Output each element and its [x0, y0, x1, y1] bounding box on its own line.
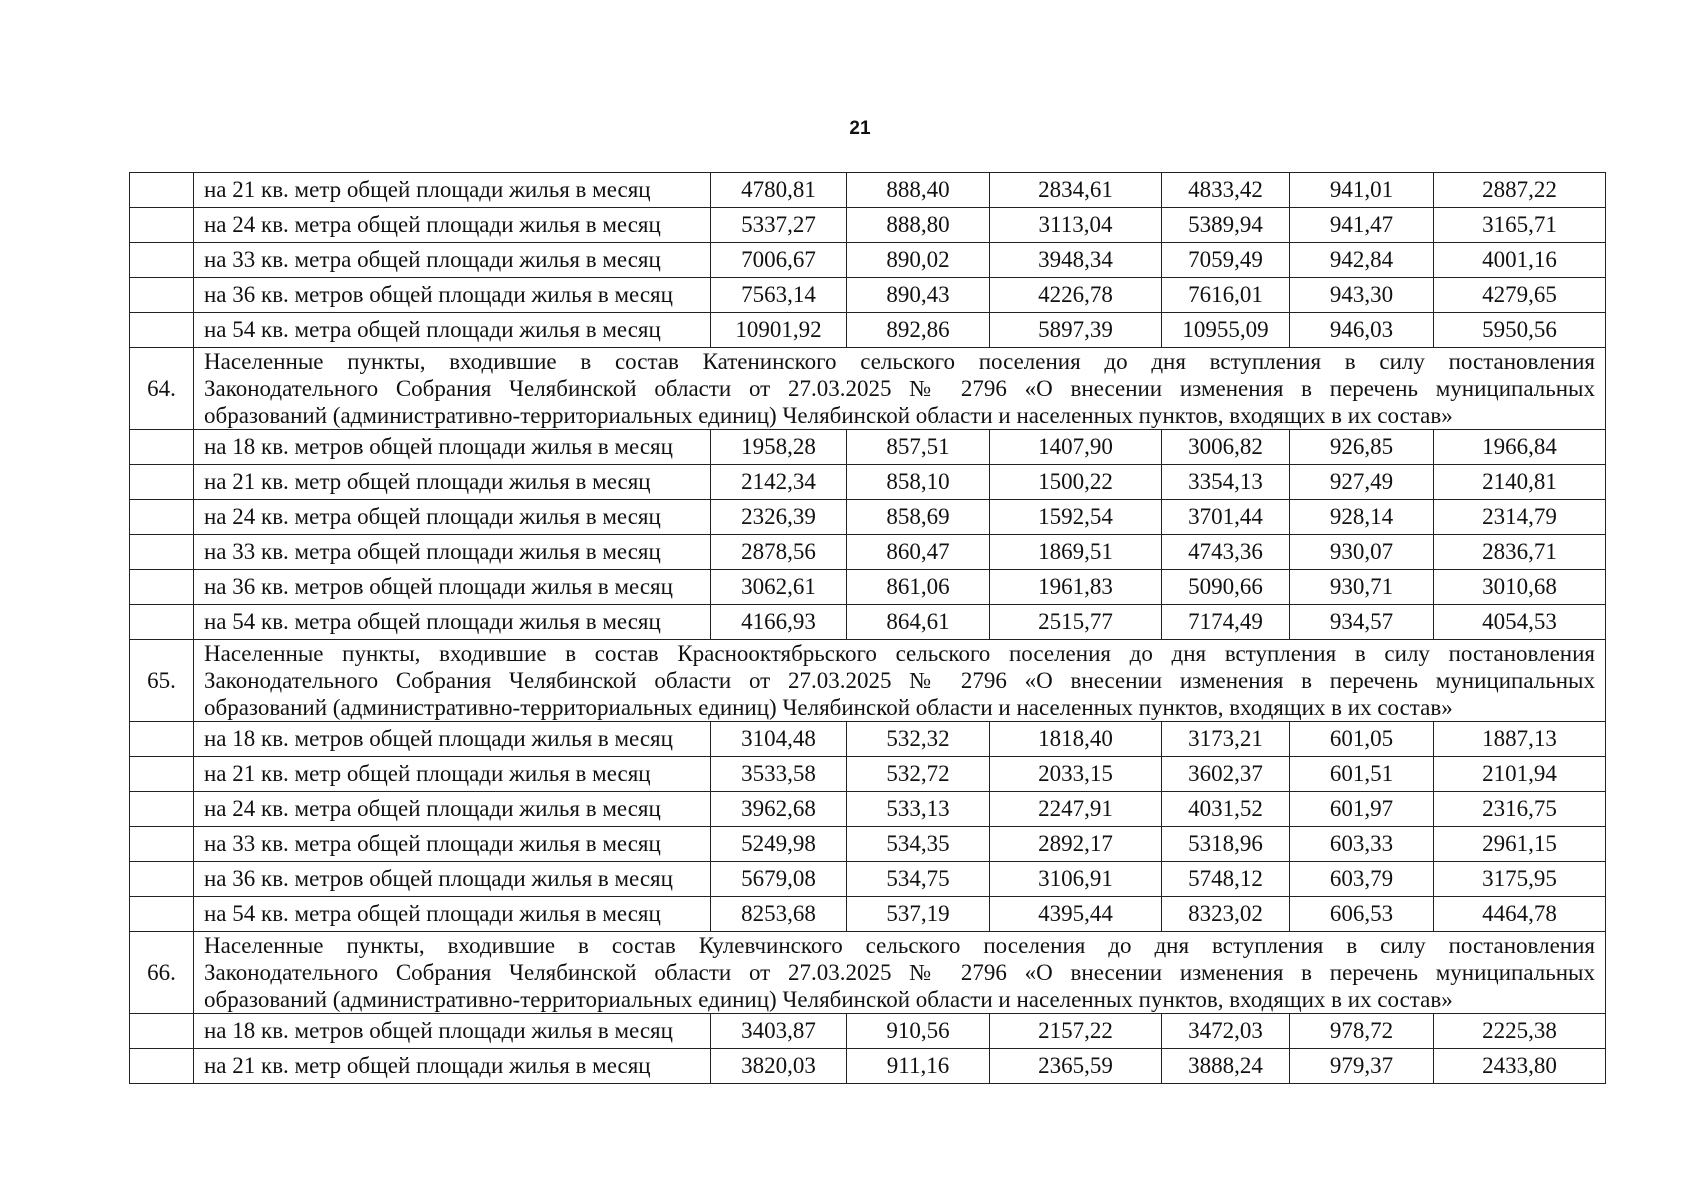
row-label: на 54 кв. метра общей площади жилья в месяц — [194, 605, 711, 640]
value-cell: 5389,94 — [1162, 208, 1290, 243]
value-cell: 2316,75 — [1434, 792, 1606, 827]
value-cell: 3113,04 — [990, 208, 1162, 243]
section-row — [130, 348, 1606, 430]
value-cell: 601,05 — [1290, 722, 1434, 757]
section-description — [194, 932, 1606, 1014]
row-label: на 21 кв. метр общей площади жилья в месяц — [194, 757, 711, 792]
table-row — [130, 862, 1606, 897]
row-index-cell — [130, 243, 194, 278]
section-description-line: образований (административно-территориальных единиц) Челябинской области и населенных пунктов, входящих в их состав» — [204, 403, 1453, 428]
table-row — [130, 570, 1606, 605]
section-description-line: Населенные пункты, входившие в состав Катенинского сельского поселения до дня вступления в силу постановления — [204, 349, 1595, 374]
table-row — [130, 757, 1606, 792]
value-cell: 3701,44 — [1162, 500, 1290, 535]
value-cell: 2515,77 — [990, 605, 1162, 640]
row-index-cell — [130, 465, 194, 500]
value-cell: 3948,34 — [990, 243, 1162, 278]
value-cell: 7616,01 — [1162, 278, 1290, 313]
value-cell: 858,69 — [847, 500, 990, 535]
row-index-cell — [130, 792, 194, 827]
value-cell: 4743,36 — [1162, 535, 1290, 570]
value-cell: 4226,78 — [990, 278, 1162, 313]
value-cell: 3173,21 — [1162, 722, 1290, 757]
value-cell: 7006,67 — [711, 243, 847, 278]
row-label: на 33 кв. метра общей площади жилья в месяц — [194, 535, 711, 570]
value-cell: 2157,22 — [990, 1014, 1162, 1049]
value-cell: 857,51 — [847, 430, 990, 465]
value-cell: 1592,54 — [990, 500, 1162, 535]
section-row — [130, 640, 1606, 722]
section-description-line: Законодательного Собрания Челябинской области от 27.03.2025 № 2796 «О внесении изменения в перечень муниципальных — [204, 668, 1595, 693]
row-label: на 21 кв. метр общей площади жилья в месяц — [194, 1049, 711, 1084]
row-label: на 24 кв. метра общей площади жилья в месяц — [194, 208, 711, 243]
table-row — [130, 897, 1606, 932]
row-label: на 33 кв. метра общей площади жилья в месяц — [194, 243, 711, 278]
value-cell: 1500,22 — [990, 465, 1162, 500]
value-cell: 941,47 — [1290, 208, 1434, 243]
value-cell: 534,75 — [847, 862, 990, 897]
value-cell: 928,14 — [1290, 500, 1434, 535]
row-label: на 18 кв. метров общей площади жилья в месяц — [194, 430, 711, 465]
value-cell: 5679,08 — [711, 862, 847, 897]
table-row — [130, 827, 1606, 862]
value-cell: 4054,53 — [1434, 605, 1606, 640]
value-cell: 1407,90 — [990, 430, 1162, 465]
row-index-cell — [130, 500, 194, 535]
value-cell: 864,61 — [847, 605, 990, 640]
table-row — [130, 278, 1606, 313]
value-cell: 537,19 — [847, 897, 990, 932]
value-cell: 3888,24 — [1162, 1049, 1290, 1084]
value-cell: 4780,81 — [711, 173, 847, 208]
value-cell: 2314,79 — [1434, 500, 1606, 535]
value-cell: 2365,59 — [990, 1049, 1162, 1084]
value-cell: 3472,03 — [1162, 1014, 1290, 1049]
value-cell: 534,35 — [847, 827, 990, 862]
value-cell: 911,16 — [847, 1049, 990, 1084]
row-index-cell — [130, 897, 194, 932]
value-cell: 3602,37 — [1162, 757, 1290, 792]
value-cell: 2033,15 — [990, 757, 1162, 792]
value-cell: 3175,95 — [1434, 862, 1606, 897]
value-cell: 603,79 — [1290, 862, 1434, 897]
value-cell: 2247,91 — [990, 792, 1162, 827]
value-cell: 2326,39 — [711, 500, 847, 535]
row-index-cell — [130, 1049, 194, 1084]
value-cell: 601,97 — [1290, 792, 1434, 827]
row-index-cell — [130, 313, 194, 348]
row-index-cell — [130, 862, 194, 897]
value-cell: 3010,68 — [1434, 570, 1606, 605]
value-cell: 2140,81 — [1434, 465, 1606, 500]
section-index: 64. — [130, 348, 194, 430]
value-cell: 3533,58 — [711, 757, 847, 792]
value-cell: 2892,17 — [990, 827, 1162, 862]
value-cell: 2887,22 — [1434, 173, 1606, 208]
value-cell: 4395,44 — [990, 897, 1162, 932]
table-body — [130, 173, 1606, 1084]
table-row — [130, 1014, 1606, 1049]
value-cell: 1818,40 — [990, 722, 1162, 757]
value-cell: 5090,66 — [1162, 570, 1290, 605]
row-index-cell — [130, 570, 194, 605]
value-cell: 2961,15 — [1434, 827, 1606, 862]
section-description-line: образований (административно-территориальных единиц) Челябинской области и населенных пунктов, входящих в их состав» — [204, 987, 1453, 1012]
value-cell: 532,72 — [847, 757, 990, 792]
value-cell: 910,56 — [847, 1014, 990, 1049]
section-description — [194, 640, 1606, 722]
value-cell: 3104,48 — [711, 722, 847, 757]
row-index-cell — [130, 208, 194, 243]
table-row — [130, 173, 1606, 208]
table-row — [130, 792, 1606, 827]
value-cell: 934,57 — [1290, 605, 1434, 640]
value-cell: 5950,56 — [1434, 313, 1606, 348]
value-cell: 3106,91 — [990, 862, 1162, 897]
row-label: на 18 кв. метров общей площади жилья в месяц — [194, 1014, 711, 1049]
row-label: на 36 кв. метров общей площади жилья в месяц — [194, 570, 711, 605]
table-row — [130, 465, 1606, 500]
value-cell: 890,02 — [847, 243, 990, 278]
section-index: 66. — [130, 932, 194, 1014]
value-cell: 5337,27 — [711, 208, 847, 243]
value-cell: 532,32 — [847, 722, 990, 757]
section-description-line: образований (административно-территориальных единиц) Челябинской области и населенных пунктов, входящих в их состав» — [204, 695, 1453, 720]
row-index-cell — [130, 173, 194, 208]
value-cell: 943,30 — [1290, 278, 1434, 313]
value-cell: 946,03 — [1290, 313, 1434, 348]
value-cell: 942,84 — [1290, 243, 1434, 278]
page-number: 21 — [849, 118, 871, 139]
value-cell: 8253,68 — [711, 897, 847, 932]
row-index-cell — [130, 430, 194, 465]
value-cell: 606,53 — [1290, 897, 1434, 932]
value-cell: 3062,61 — [711, 570, 847, 605]
value-cell: 3820,03 — [711, 1049, 847, 1084]
row-label: на 24 кв. метра общей площади жилья в месяц — [194, 792, 711, 827]
section-index: 65. — [130, 640, 194, 722]
value-cell: 4031,52 — [1162, 792, 1290, 827]
value-cell: 4833,42 — [1162, 173, 1290, 208]
value-cell: 3403,87 — [711, 1014, 847, 1049]
value-cell: 2101,94 — [1434, 757, 1606, 792]
value-cell: 5897,39 — [990, 313, 1162, 348]
value-cell: 5318,96 — [1162, 827, 1290, 862]
value-cell: 4001,16 — [1434, 243, 1606, 278]
value-cell: 3006,82 — [1162, 430, 1290, 465]
table-row — [130, 1049, 1606, 1084]
value-cell: 7059,49 — [1162, 243, 1290, 278]
value-cell: 2142,34 — [711, 465, 847, 500]
row-label: на 36 кв. метров общей площади жилья в месяц — [194, 278, 711, 313]
row-index-cell — [130, 757, 194, 792]
value-cell: 4279,65 — [1434, 278, 1606, 313]
section-description — [194, 348, 1606, 430]
section-description-line: Законодательного Собрания Челябинской области от 27.03.2025 № 2796 «О внесении изменения в перечень муниципальных — [204, 960, 1595, 985]
table-row — [130, 605, 1606, 640]
value-cell: 603,33 — [1290, 827, 1434, 862]
row-label: на 21 кв. метр общей площади жилья в месяц — [194, 173, 711, 208]
section-description-line: Населенные пункты, входившие в состав Кулевчинского сельского поселения до дня вступления в силу постановления — [204, 933, 1595, 958]
value-cell: 927,49 — [1290, 465, 1434, 500]
row-index-cell — [130, 1014, 194, 1049]
value-cell: 1869,51 — [990, 535, 1162, 570]
value-cell: 2836,71 — [1434, 535, 1606, 570]
table-row — [130, 243, 1606, 278]
row-label: на 24 кв. метра общей площади жилья в месяц — [194, 500, 711, 535]
row-label: на 33 кв. метра общей площади жилья в месяц — [194, 827, 711, 862]
value-cell: 2834,61 — [990, 173, 1162, 208]
value-cell: 978,72 — [1290, 1014, 1434, 1049]
value-cell: 941,01 — [1290, 173, 1434, 208]
section-description-line: Законодательного Собрания Челябинской области от 27.03.2025 № 2796 «О внесении изменения в перечень муниципальных — [204, 376, 1595, 401]
value-cell: 5249,98 — [711, 827, 847, 862]
value-cell: 533,13 — [847, 792, 990, 827]
value-cell: 890,43 — [847, 278, 990, 313]
value-cell: 888,40 — [847, 173, 990, 208]
value-cell: 892,86 — [847, 313, 990, 348]
row-index-cell — [130, 605, 194, 640]
value-cell: 930,07 — [1290, 535, 1434, 570]
value-cell: 860,47 — [847, 535, 990, 570]
value-cell: 4464,78 — [1434, 897, 1606, 932]
section-description-line: Населенные пункты, входившие в состав Краснооктябрьского сельского поселения до дня вступления в силу постановления — [204, 641, 1595, 666]
row-index-cell — [130, 535, 194, 570]
row-label: на 54 кв. метра общей площади жилья в месяц — [194, 897, 711, 932]
value-cell: 930,71 — [1290, 570, 1434, 605]
value-cell: 5748,12 — [1162, 862, 1290, 897]
value-cell: 888,80 — [847, 208, 990, 243]
value-cell: 4166,93 — [711, 605, 847, 640]
tariff-table — [129, 172, 1606, 1084]
value-cell: 2225,38 — [1434, 1014, 1606, 1049]
value-cell: 2433,80 — [1434, 1049, 1606, 1084]
value-cell: 1958,28 — [711, 430, 847, 465]
value-cell: 7563,14 — [711, 278, 847, 313]
row-index-cell — [130, 278, 194, 313]
table-row — [130, 313, 1606, 348]
value-cell: 979,37 — [1290, 1049, 1434, 1084]
table-row — [130, 535, 1606, 570]
value-cell: 10955,09 — [1162, 313, 1290, 348]
table-row — [130, 500, 1606, 535]
table-row — [130, 208, 1606, 243]
value-cell: 3962,68 — [711, 792, 847, 827]
value-cell: 1961,83 — [990, 570, 1162, 605]
row-label: на 54 кв. метра общей площади жилья в месяц — [194, 313, 711, 348]
table-row — [130, 722, 1606, 757]
value-cell: 10901,92 — [711, 313, 847, 348]
value-cell: 601,51 — [1290, 757, 1434, 792]
row-label: на 21 кв. метр общей площади жилья в месяц — [194, 465, 711, 500]
row-label: на 36 кв. метров общей площади жилья в месяц — [194, 862, 711, 897]
row-label: на 18 кв. метров общей площади жилья в месяц — [194, 722, 711, 757]
row-index-cell — [130, 827, 194, 862]
value-cell: 1966,84 — [1434, 430, 1606, 465]
value-cell: 7174,49 — [1162, 605, 1290, 640]
value-cell: 3165,71 — [1434, 208, 1606, 243]
value-cell: 1887,13 — [1434, 722, 1606, 757]
value-cell: 926,85 — [1290, 430, 1434, 465]
value-cell: 8323,02 — [1162, 897, 1290, 932]
value-cell: 3354,13 — [1162, 465, 1290, 500]
value-cell: 858,10 — [847, 465, 990, 500]
value-cell: 861,06 — [847, 570, 990, 605]
value-cell: 2878,56 — [711, 535, 847, 570]
table-row — [130, 430, 1606, 465]
section-row — [130, 932, 1606, 1014]
row-index-cell — [130, 722, 194, 757]
